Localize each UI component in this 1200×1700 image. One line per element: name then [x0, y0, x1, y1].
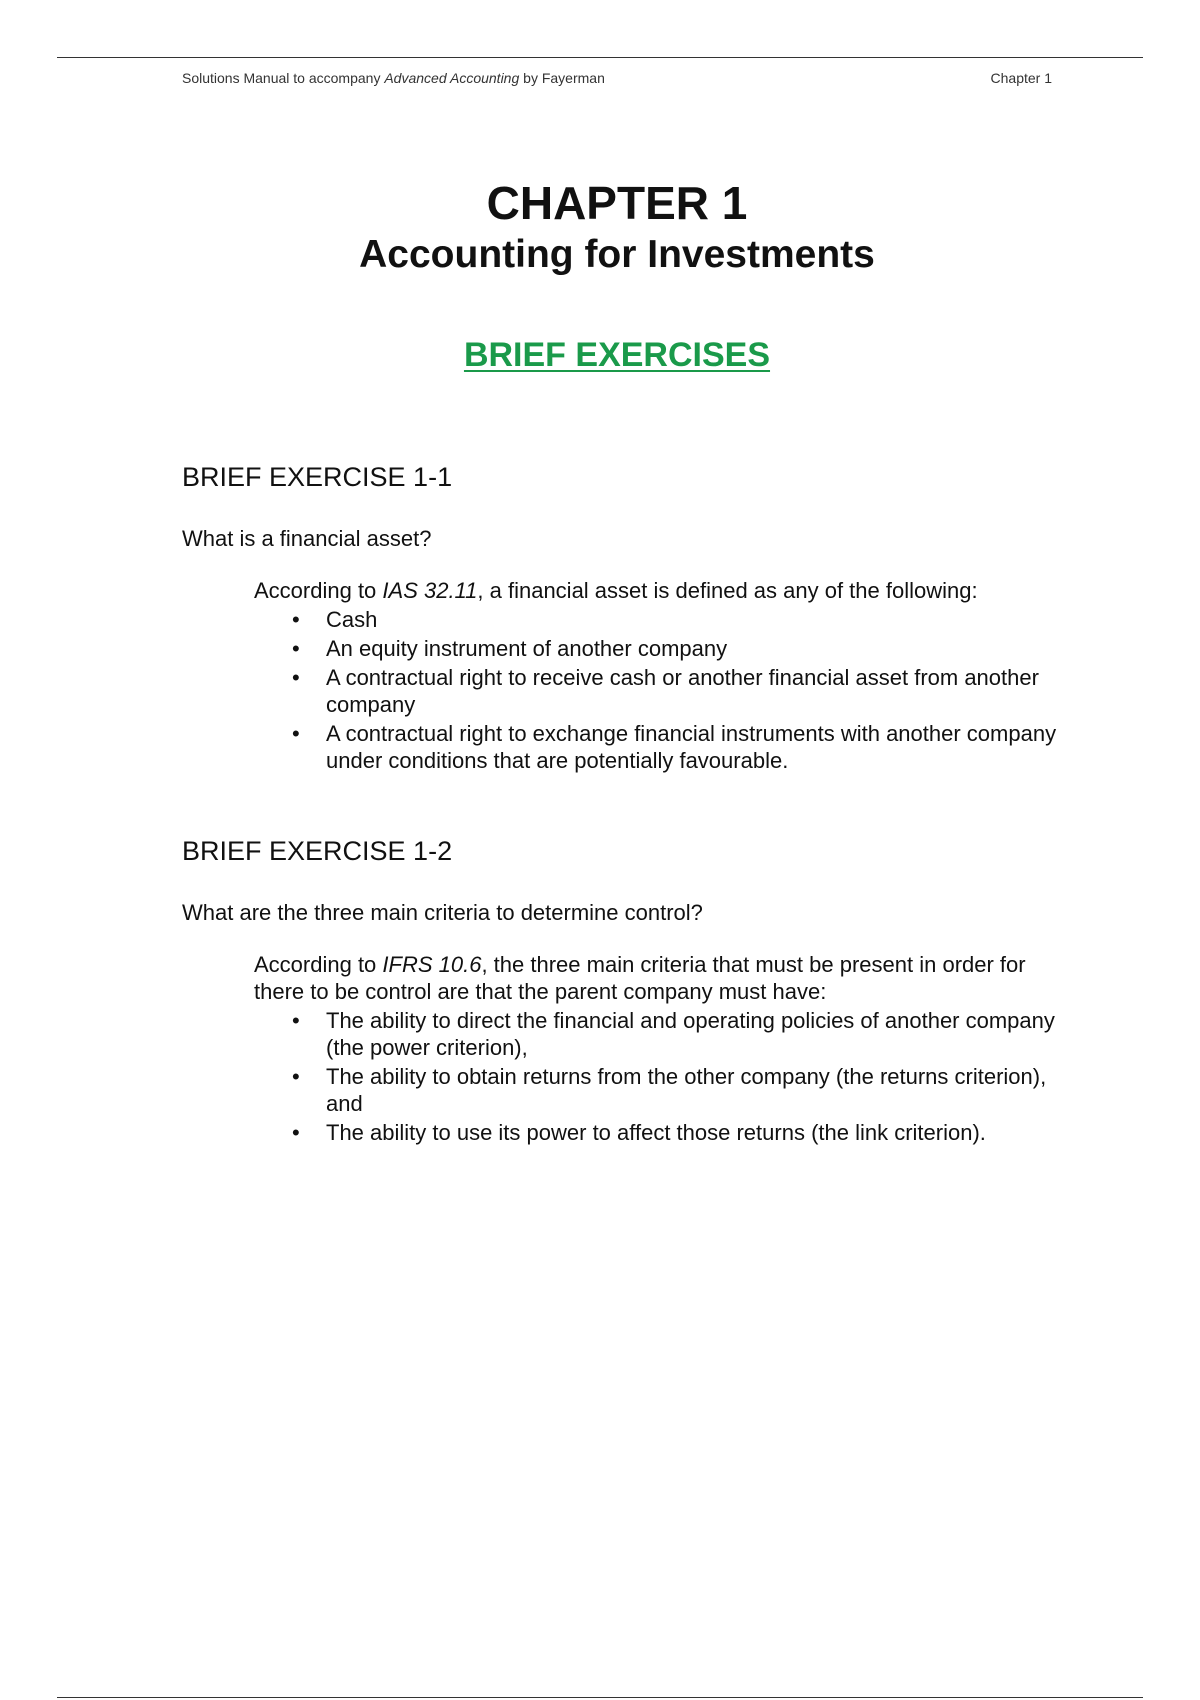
book-title: Advanced Accounting [384, 70, 520, 86]
running-header-left [182, 70, 605, 86]
running-header [182, 70, 1052, 86]
chapter-title-block [0, 175, 1200, 279]
list-item-text: A contractual right to exchange financial instruments with another company under conditions that are potentially favourable. [326, 721, 1057, 773]
answer-bullet-list [254, 1007, 1062, 1146]
chapter-title: CHAPTER 1 [486, 177, 748, 229]
bullet-icon: • [292, 636, 300, 661]
list-item [254, 664, 1062, 718]
list-item-text: The ability to direct the financial and operating policies of another company (the power criterion), [326, 1008, 1055, 1060]
footer-rule [57, 1697, 1143, 1698]
list-item-text: An equity instrument of another company [326, 636, 728, 661]
running-header-chapter: Chapter 1 [990, 70, 1052, 86]
list-item [254, 1007, 1062, 1061]
list-item-text: A contractual right to receive cash or another financial asset from another company [326, 665, 1039, 717]
header-prefix: Solutions Manual to accompany [182, 70, 385, 86]
answer-intro [254, 951, 1062, 1005]
list-item [254, 720, 1062, 774]
exercise-heading: BRIEF EXERCISE 1-2 [182, 836, 453, 866]
list-item [254, 606, 1062, 633]
bullet-icon: • [292, 1120, 300, 1145]
answer-intro [254, 577, 1062, 604]
answer-bullet-list [254, 606, 1062, 774]
brief-exercise-1-2 [182, 833, 1062, 1148]
header-rule [57, 57, 1143, 58]
answer-intro-suffix: , a financial asset is defined as any of the following: [477, 578, 978, 603]
bullet-icon: • [292, 1008, 300, 1033]
bullet-icon: • [292, 721, 300, 746]
answer-intro-prefix: According to [254, 952, 383, 977]
standard-reference: IFRS 10.6 [382, 952, 482, 977]
list-item-text: Cash [326, 607, 378, 632]
exercise-question: What are the three main criteria to determine control? [182, 900, 703, 925]
brief-exercise-1-1 [182, 459, 1062, 776]
standard-reference: IAS 32.11 [382, 578, 478, 603]
list-item [254, 635, 1062, 662]
list-item-text: The ability to obtain returns from the other company (the returns criterion), and [326, 1064, 1047, 1116]
list-item [254, 1063, 1062, 1117]
list-item-text: The ability to use its power to affect those returns (the link criterion). [326, 1120, 986, 1145]
exercise-answer [254, 951, 1062, 1146]
exercise-answer [254, 577, 1062, 774]
bullet-icon: • [292, 1064, 300, 1089]
exercise-heading: BRIEF EXERCISE 1-1 [182, 462, 453, 492]
exercise-question: What is a financial asset? [182, 526, 432, 551]
bullet-icon: • [292, 607, 300, 632]
section-title: BRIEF EXERCISES [463, 336, 771, 374]
bullet-icon: • [292, 665, 300, 690]
answer-intro-suffix: , the three main criteria that must be present in order for there to be control are that the parent company must have: [254, 952, 1026, 1004]
answer-intro-prefix: According to [254, 578, 383, 603]
list-item [254, 1119, 1062, 1146]
header-suffix: by Fayerman [519, 70, 605, 86]
chapter-subtitle: Accounting for Investments [359, 233, 875, 276]
